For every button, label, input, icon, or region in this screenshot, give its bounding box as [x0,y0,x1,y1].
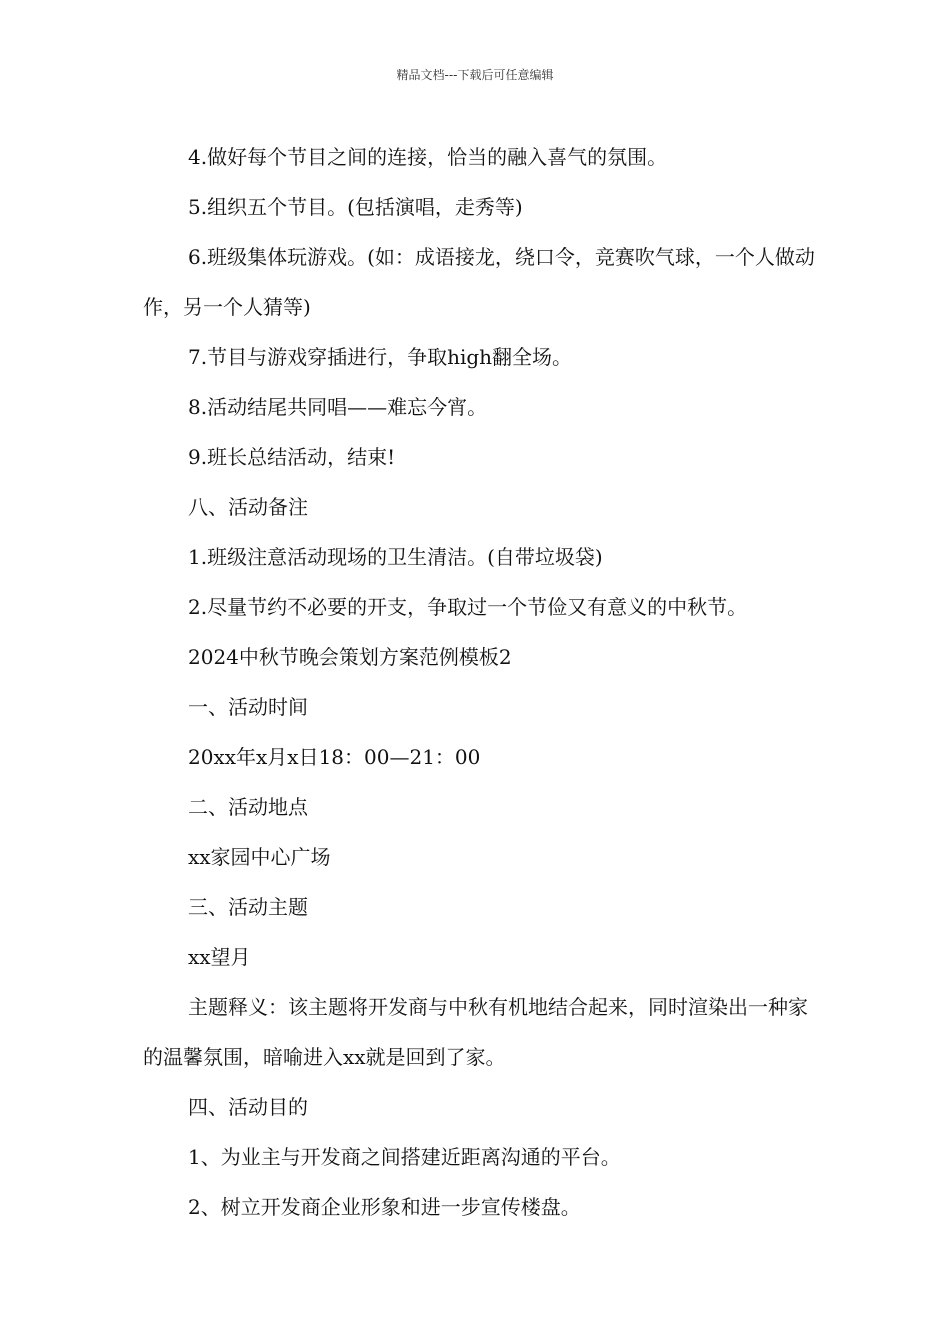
paragraph-five-programs: 5.组织五个节目。(包括演唱，走秀等) [188,195,523,219]
section-heading-notes: 八、活动备注 [188,495,308,519]
paragraph-frugality: 2.尽量节约不必要的开支，争取过一个节俭又有意义的中秋节。 [188,595,748,619]
section-heading-location: 二、活动地点 [188,795,308,819]
paragraph-theme-value: xx望月 [188,945,251,969]
document-body [143,132,823,1232]
paragraph-monitor-summary: 9.班长总结活动，结束! [188,445,396,469]
document-subtitle: 2024中秋节晚会策划方案范例模板2 [188,645,512,669]
paragraph-time-value: 20xx年x月x日18：00—21：00 [188,745,481,769]
paragraph-location-value: xx家园中心广场 [188,845,331,869]
paragraph-purpose-1: 1、为业主与开发商之间搭建近距离沟通的平台。 [188,1145,621,1169]
paragraph-class-games: 6.班级集体玩游戏。(如：成语接龙，绕口令，竞赛吹气球，一个人做动作，另一个人猜等) [143,245,815,319]
paragraph-ending-song: 8.活动结尾共同唱——难忘今宵。 [188,395,488,419]
section-heading-purpose: 四、活动目的 [188,1095,308,1119]
section-heading-time: 一、活动时间 [188,695,308,719]
paragraph-purpose-2: 2、树立开发商企业形象和进一步宣传楼盘。 [188,1195,581,1219]
section-heading-theme: 三、活动主题 [188,895,308,919]
paragraph-theme-explanation: 主题释义：该主题将开发商与中秋有机地结合起来，同时渲染出一种家的温馨氛围，暗喻进入xx就是回到了家。 [143,995,808,1069]
paragraph-program-transition: 4.做好每个节目之间的连接，恰当的融入喜气的氛围。 [188,145,668,169]
page-header: 精品文档---下载后可任意编辑 [396,68,554,82]
paragraph-cleanliness: 1.班级注意活动现场的卫生清洁。(自带垃圾袋) [188,545,603,569]
paragraph-programs-games: 7.节目与游戏穿插进行，争取high翻全场。 [188,345,573,369]
